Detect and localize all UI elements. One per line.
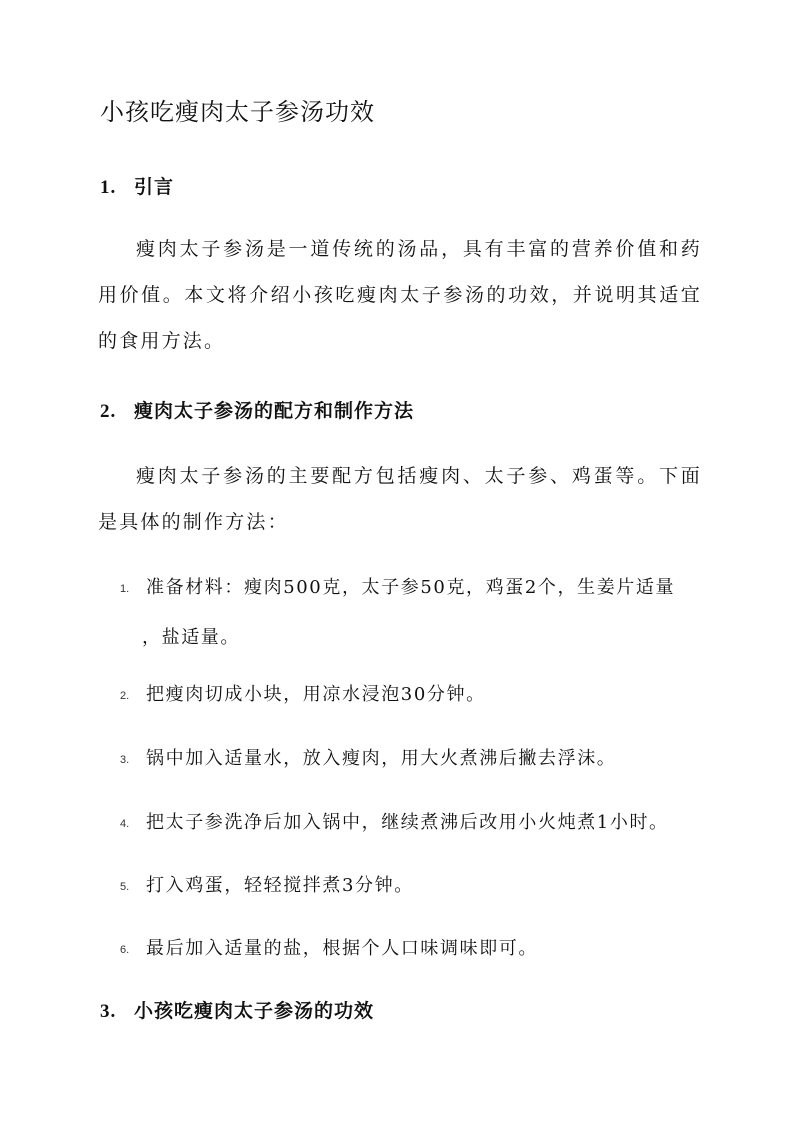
list-item [120,924,695,974]
section-heading-text: 引言 [134,176,175,198]
section-heading-1 [100,171,174,204]
section-heading-text: 瘦肉太子参汤的配方和制作方法 [134,400,415,422]
list-item-text: 准备材料：瘦肉500克，太子参50克，鸡蛋2个，生姜片适量 [146,577,676,598]
list-item [120,670,695,720]
list-item-number: 1. [120,583,130,595]
list-item [120,563,695,663]
section-heading-3 [100,995,374,1028]
list-item-text: 打入鸡蛋，轻轻搅拌煮3分钟。 [146,875,414,896]
list-item-number: 5. [120,881,130,893]
section-heading-text: 小孩吃瘦肉太子参汤的功效 [134,1000,375,1022]
section-paragraph-1: 瘦肉太子参汤是一道传统的汤品，具有丰富的营养价值和药用价值。本文将介绍小孩吃瘦肉太子参汤的功效，并说明其适宜的食用方法。 [98,238,702,352]
list-item [120,798,695,848]
document-title: 小孩吃瘦肉太子参汤功效 [100,98,375,126]
section-paragraph-2: 瘦肉太子参汤的主要配方包括瘦肉、太子参、鸡蛋等。下面是具体的制作方法： [98,465,702,533]
list-item-number: 2. [120,690,130,702]
list-item-number: 4. [120,818,130,830]
section-heading-2 [100,395,414,428]
list-item [120,734,695,784]
section-number: 2. [100,401,117,422]
list-item [120,861,695,911]
list-item-text: 把瘦肉切成小块，用凉水浸泡30分钟。 [146,684,486,705]
list-item-number: 6. [120,944,130,956]
list-item-text: 锅中加入适量水，放入瘦肉，用大火煮沸后撇去浮沫。 [146,748,617,769]
list-item-text: 最后加入适量的盐，根据个人口味调味即可。 [146,938,538,959]
section-number: 3. [100,1001,117,1022]
section-number: 1. [100,177,117,198]
list-item-number: 3. [120,754,130,766]
list-item-text: 把太子参洗净后加入锅中，继续煮沸后改用小火炖煮1小时。 [146,812,669,833]
list-item-text-continued: ，盐适量。 [142,627,240,648]
